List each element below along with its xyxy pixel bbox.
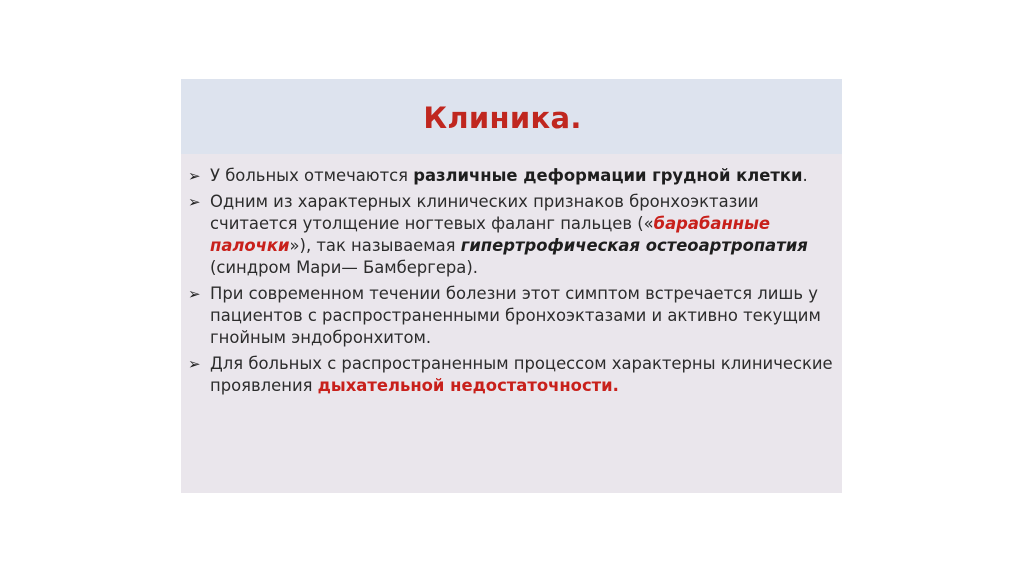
bullet-emphasis-red: барабанные палочки: [210, 214, 771, 255]
arrow-bullet-icon: ➢: [188, 167, 201, 185]
bullet-emphasis-red: дыхательной недостаточности.: [317, 376, 619, 395]
slide: [181, 79, 842, 493]
bullet-text: Для больных с распространенным процессом характерны клинические проявления: [210, 354, 833, 395]
bullet-text: У больных отмечаются: [210, 166, 414, 185]
arrow-bullet-icon: ➢: [188, 285, 201, 303]
bullet-emphasis: гипертрофическая остеоартропатия: [460, 236, 808, 255]
bullet-item: [186, 353, 836, 397]
arrow-bullet-icon: ➢: [188, 193, 201, 211]
title-bar: [181, 79, 842, 154]
arrow-bullet-icon: ➢: [188, 355, 201, 373]
bullet-emphasis: различные деформации грудной клетки: [413, 166, 803, 185]
slide-title: Клиника.: [423, 100, 582, 135]
bullet-item: [186, 191, 836, 279]
bullet-text: (синдром Мари— Бамбергера).: [210, 258, 478, 277]
bullet-item: [186, 283, 836, 349]
bullet-text: При современном течении болезни этот симптом встречается лишь у пациентов с распространенными бронхоэктазами и активно текущим гнойным эндобронхитом.: [210, 284, 821, 347]
bullet-item: [186, 165, 836, 187]
bullet-text: Одним из характерных клинических признаков бронхоэктазии считается утолщение ногтевых фаланг пальцев («: [210, 192, 759, 233]
bullet-text: .: [802, 166, 808, 185]
bullet-list: [186, 165, 836, 401]
bullet-text: »), так называемая: [289, 236, 461, 255]
